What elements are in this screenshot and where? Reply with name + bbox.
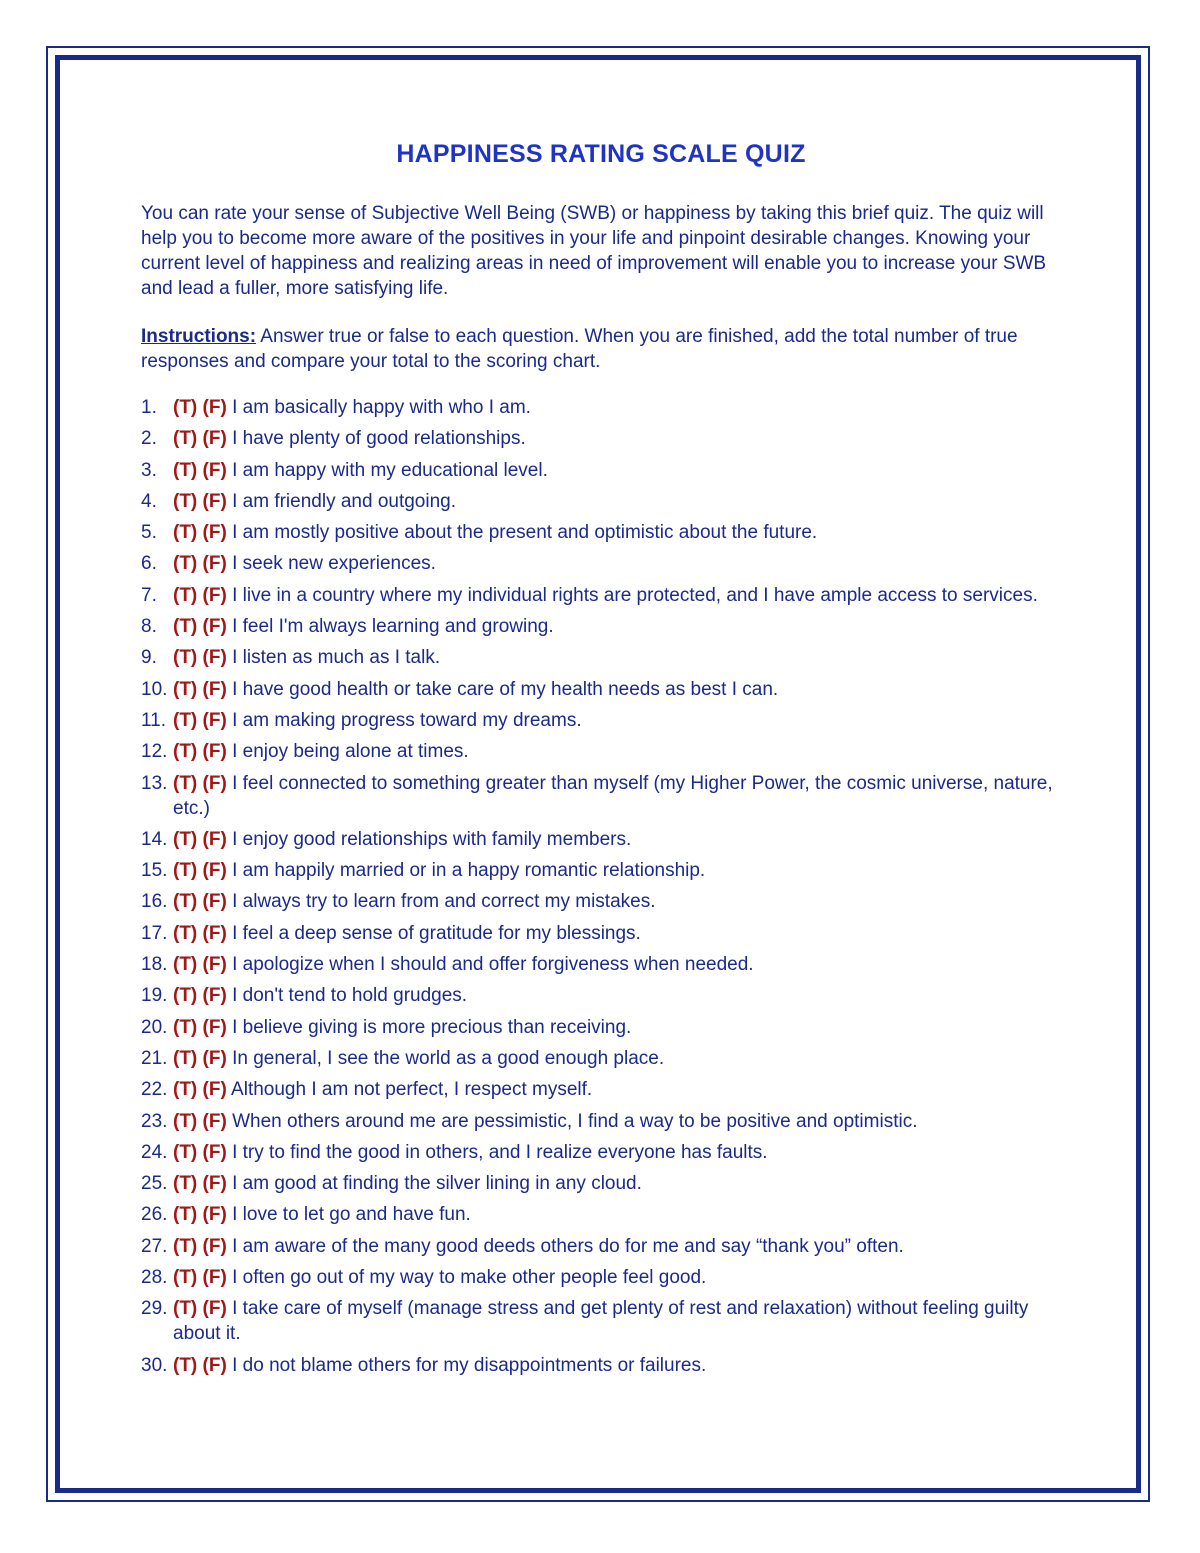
question-text: I often go out of my way to make other people feel good. <box>232 1267 707 1289</box>
true-option[interactable]: (T) <box>173 647 198 669</box>
quiz-question-list <box>141 395 1061 1378</box>
quiz-question-16 <box>141 889 1061 914</box>
quiz-question-5 <box>141 520 1061 545</box>
question-number: 6. <box>141 553 157 575</box>
quiz-question-10 <box>141 677 1061 702</box>
question-text: I take care of myself (manage stress and get plenty of rest and relaxation) without feeling guilty about it. <box>173 1298 1029 1345</box>
question-body <box>173 983 1061 1008</box>
true-option[interactable]: (T) <box>173 553 198 575</box>
question-number: 20. <box>141 1016 168 1038</box>
question-text: In general, I see the world as a good enough place. <box>232 1047 665 1069</box>
question-body <box>173 708 1061 733</box>
question-body <box>173 1265 1061 1290</box>
quiz-question-12 <box>141 739 1061 764</box>
quiz-question-14 <box>141 827 1061 852</box>
quiz-question-20 <box>141 1015 1061 1040</box>
true-option[interactable]: (T) <box>173 741 198 763</box>
question-body <box>173 395 1061 420</box>
false-option[interactable]: (F) <box>202 428 227 450</box>
quiz-question-1 <box>141 395 1061 420</box>
question-text: I have good health or take care of my health needs as best I can. <box>232 678 779 700</box>
false-option[interactable]: (F) <box>202 616 227 638</box>
question-text: I don't tend to hold grudges. <box>232 985 468 1007</box>
question-text: I always try to learn from and correct my mistakes. <box>232 891 656 913</box>
question-text: I am making progress toward my dreams. <box>232 709 582 731</box>
question-text: I enjoy good relationships with family members. <box>232 828 632 850</box>
quiz-question-17 <box>141 921 1061 946</box>
question-text: I do not blame others for my disappointments or failures. <box>232 1354 707 1376</box>
false-option[interactable]: (F) <box>202 584 227 606</box>
false-option[interactable]: (F) <box>202 1298 227 1320</box>
quiz-question-28 <box>141 1265 1061 1290</box>
true-option[interactable]: (T) <box>173 772 198 794</box>
question-number: 16. <box>141 891 168 913</box>
question-number: 19. <box>141 985 168 1007</box>
question-body <box>173 520 1061 545</box>
true-option[interactable]: (T) <box>173 522 198 544</box>
question-number: 2. <box>141 428 157 450</box>
question-body <box>173 952 1061 977</box>
question-number: 22. <box>141 1079 168 1101</box>
true-option[interactable]: (T) <box>173 1079 198 1101</box>
question-body <box>173 1015 1061 1040</box>
false-option[interactable]: (F) <box>202 922 227 944</box>
false-option[interactable]: (F) <box>202 1110 227 1132</box>
true-option[interactable]: (T) <box>173 490 198 512</box>
question-body <box>173 1202 1061 1227</box>
question-body <box>173 614 1061 639</box>
question-body <box>173 677 1061 702</box>
intro-paragraph: You can rate your sense of Subjective Well Being (SWB) or happiness by taking this brief quiz. The quiz will help you to become more aware of the positives in your life and pinpoint desirable changes. Knowing your current level of happiness and realizing areas in need of improvement will enable you to increase your SWB and lead a fuller, more satisfying life. <box>141 203 1047 299</box>
false-option[interactable]: (F) <box>202 1016 227 1038</box>
quiz-question-11 <box>141 708 1061 733</box>
true-option[interactable]: (T) <box>173 1110 198 1132</box>
question-text: I seek new experiences. <box>232 553 436 575</box>
question-number: 4. <box>141 490 157 512</box>
instructions-paragraph <box>141 324 1061 374</box>
question-number: 26. <box>141 1204 168 1226</box>
question-body <box>173 1140 1061 1165</box>
question-number: 10. <box>141 678 168 700</box>
quiz-question-3 <box>141 458 1061 483</box>
false-option[interactable]: (F) <box>202 490 227 512</box>
quiz-question-23 <box>141 1109 1061 1134</box>
question-number: 21. <box>141 1047 168 1069</box>
question-text: I listen as much as I talk. <box>232 647 441 669</box>
question-text: I am happy with my educational level. <box>232 459 548 481</box>
question-number: 9. <box>141 647 157 669</box>
quiz-question-4 <box>141 489 1061 514</box>
question-body <box>173 1296 1061 1346</box>
false-option[interactable]: (F) <box>202 709 227 731</box>
question-number: 1. <box>141 397 157 418</box>
question-number: 5. <box>141 522 157 544</box>
false-option[interactable]: (F) <box>202 891 227 913</box>
true-option[interactable]: (T) <box>173 891 198 913</box>
question-body <box>173 1046 1061 1071</box>
true-option[interactable]: (T) <box>173 616 198 638</box>
quiz-question-24 <box>141 1140 1061 1165</box>
quiz-question-29 <box>141 1296 1061 1346</box>
true-option[interactable]: (T) <box>173 678 198 700</box>
false-option[interactable]: (F) <box>202 1204 227 1226</box>
quiz-question-6 <box>141 551 1061 576</box>
question-text: I enjoy being alone at times. <box>232 741 469 763</box>
question-text: I live in a country where my individual rights are protected, and I have ample access to services. <box>232 584 1038 606</box>
false-option[interactable]: (F) <box>202 1235 227 1257</box>
question-text: I am happily married or in a happy romantic relationship. <box>232 860 706 882</box>
question-number: 7. <box>141 584 157 606</box>
question-number: 28. <box>141 1267 168 1289</box>
false-option[interactable]: (F) <box>202 741 227 763</box>
true-option[interactable]: (T) <box>173 1354 198 1376</box>
true-option[interactable]: (T) <box>173 828 198 850</box>
question-body <box>173 739 1061 764</box>
false-option[interactable]: (F) <box>202 1354 227 1376</box>
question-body <box>173 827 1061 852</box>
false-option[interactable]: (F) <box>202 1047 227 1069</box>
question-number: 18. <box>141 954 168 976</box>
question-text: I feel I'm always learning and growing. <box>232 616 554 638</box>
question-text: When others around me are pessimistic, I find a way to be positive and optimistic. <box>232 1110 918 1132</box>
true-option[interactable]: (T) <box>173 922 198 944</box>
question-body <box>173 889 1061 914</box>
question-number: 8. <box>141 616 157 638</box>
quiz-question-22 <box>141 1077 1061 1102</box>
question-number: 30. <box>141 1354 168 1376</box>
question-body <box>173 458 1061 483</box>
false-option[interactable]: (F) <box>202 828 227 850</box>
false-option[interactable]: (F) <box>202 553 227 575</box>
true-option[interactable]: (T) <box>173 584 198 606</box>
true-option[interactable]: (T) <box>173 1235 198 1257</box>
quiz-question-13 <box>141 771 1061 821</box>
true-option[interactable]: (T) <box>173 1267 198 1289</box>
false-option[interactable]: (F) <box>202 459 227 481</box>
question-text: I feel a deep sense of gratitude for my blessings. <box>232 922 641 944</box>
question-number: 12. <box>141 741 168 763</box>
true-option[interactable]: (T) <box>173 954 198 976</box>
true-option[interactable]: (T) <box>173 1047 198 1069</box>
instructions-text: Answer true or false to each question. When you are finished, add the total number of true responses and compare your total to the scoring chart. <box>141 326 1018 372</box>
quiz-question-9 <box>141 645 1061 670</box>
question-text: I love to let go and have fun. <box>232 1204 471 1226</box>
true-option[interactable]: (T) <box>173 459 198 481</box>
question-text: I believe giving is more precious than receiving. <box>232 1016 632 1038</box>
question-number: 15. <box>141 860 168 882</box>
question-body <box>173 1171 1061 1196</box>
true-option[interactable]: (T) <box>173 1298 198 1320</box>
true-option[interactable]: (T) <box>173 709 198 731</box>
question-number: 3. <box>141 459 157 481</box>
question-text: I try to find the good in others, and I realize everyone has faults. <box>232 1141 768 1163</box>
false-option[interactable]: (F) <box>202 954 227 976</box>
document-content <box>141 140 1061 1384</box>
question-number: 23. <box>141 1110 168 1132</box>
false-option[interactable]: (F) <box>202 860 227 882</box>
true-option[interactable]: (T) <box>173 1173 198 1195</box>
quiz-question-18 <box>141 952 1061 977</box>
quiz-question-15 <box>141 858 1061 883</box>
question-body <box>173 426 1061 451</box>
false-option[interactable]: (F) <box>202 1267 227 1289</box>
page-title: HAPPINESS RATING SCALE QUIZ <box>396 140 806 168</box>
question-body <box>173 921 1061 946</box>
question-text: I am mostly positive about the present and optimistic about the future. <box>232 522 818 544</box>
question-number: 17. <box>141 922 168 944</box>
question-body <box>173 645 1061 670</box>
false-option[interactable]: (F) <box>202 1141 227 1163</box>
question-number: 29. <box>141 1298 168 1320</box>
question-body <box>173 489 1061 514</box>
true-option[interactable]: (T) <box>173 397 198 418</box>
question-body <box>173 1077 1061 1102</box>
false-option[interactable]: (F) <box>202 678 227 700</box>
quiz-question-21 <box>141 1046 1061 1071</box>
true-option[interactable]: (T) <box>173 1141 198 1163</box>
quiz-question-27 <box>141 1234 1061 1259</box>
question-number: 27. <box>141 1235 168 1257</box>
false-option[interactable]: (F) <box>202 1173 227 1195</box>
question-number: 14. <box>141 828 168 850</box>
quiz-question-19 <box>141 983 1061 1008</box>
true-option[interactable]: (T) <box>173 1204 198 1226</box>
false-option[interactable]: (F) <box>202 522 227 544</box>
question-body <box>173 1234 1061 1259</box>
true-option[interactable]: (T) <box>173 860 198 882</box>
question-text: I am basically happy with who I am. <box>232 397 531 418</box>
question-number: 11. <box>141 709 167 731</box>
quiz-question-26 <box>141 1202 1061 1227</box>
question-text: I apologize when I should and offer forgiveness when needed. <box>232 954 754 976</box>
question-text: I am friendly and outgoing. <box>232 490 457 512</box>
question-text: I have plenty of good relationships. <box>232 428 526 450</box>
instructions-label: Instructions: <box>141 326 257 347</box>
question-number: 25. <box>141 1173 168 1195</box>
question-body <box>173 551 1061 576</box>
question-body <box>173 1353 1061 1378</box>
question-number: 13. <box>141 772 168 794</box>
quiz-question-30 <box>141 1353 1061 1378</box>
false-option[interactable]: (F) <box>202 1079 227 1101</box>
question-text: I am good at finding the silver lining in any cloud. <box>232 1173 642 1195</box>
question-body <box>173 858 1061 883</box>
quiz-question-7 <box>141 583 1061 608</box>
false-option[interactable]: (F) <box>202 647 227 669</box>
question-text: I feel connected to something greater than myself (my Higher Power, the cosmic universe, nature, etc.) <box>173 772 1053 819</box>
question-text: Although I am not perfect, I respect myself. <box>231 1079 593 1101</box>
quiz-question-2 <box>141 426 1061 451</box>
question-body <box>173 1109 1061 1134</box>
question-body <box>173 771 1061 821</box>
false-option[interactable]: (F) <box>202 397 227 418</box>
false-option[interactable]: (F) <box>202 985 227 1007</box>
false-option[interactable]: (F) <box>202 772 227 794</box>
true-option[interactable]: (T) <box>173 1016 198 1038</box>
question-body <box>173 583 1061 608</box>
question-text: I am aware of the many good deeds others do for me and say “thank you” often. <box>232 1235 904 1257</box>
true-option[interactable]: (T) <box>173 428 198 450</box>
question-number: 24. <box>141 1141 168 1163</box>
quiz-question-8 <box>141 614 1061 639</box>
true-option[interactable]: (T) <box>173 985 198 1007</box>
quiz-question-25 <box>141 1171 1061 1196</box>
